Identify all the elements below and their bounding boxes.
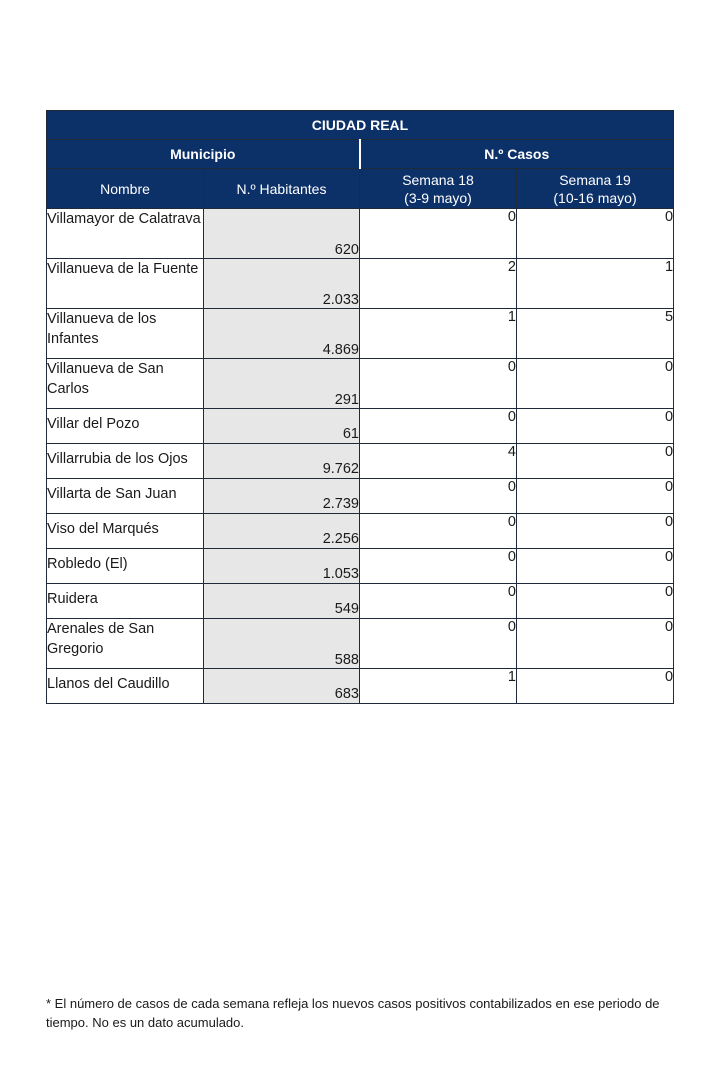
cell-nombre: Villarta de San Juan bbox=[47, 479, 204, 514]
cell-semana18: 0 bbox=[360, 619, 517, 669]
cell-habitantes: 2.033 bbox=[204, 259, 360, 309]
cell-semana19: 0 bbox=[517, 669, 674, 704]
cell-semana19: 0 bbox=[517, 409, 674, 444]
cell-habitantes: 4.869 bbox=[204, 309, 360, 359]
cell-semana19: 0 bbox=[517, 359, 674, 409]
semana18-range: (3-9 mayo) bbox=[404, 189, 472, 206]
cell-semana19: 0 bbox=[517, 479, 674, 514]
table-row bbox=[47, 619, 674, 669]
cell-semana19: 0 bbox=[517, 584, 674, 619]
cell-semana19: 1 bbox=[517, 259, 674, 309]
cell-semana19: 0 bbox=[517, 209, 674, 259]
table-row bbox=[47, 479, 674, 514]
cell-nombre: Villanueva de San Carlos bbox=[47, 359, 204, 409]
cell-nombre: Ruidera bbox=[47, 584, 204, 619]
table-row bbox=[47, 444, 674, 479]
cell-semana18: 0 bbox=[360, 409, 517, 444]
table-row bbox=[47, 584, 674, 619]
cell-nombre: Robledo (El) bbox=[47, 549, 204, 584]
cell-habitantes: 683 bbox=[204, 669, 360, 704]
cell-nombre: Villamayor de Calatrava bbox=[47, 209, 204, 259]
cell-semana19: 0 bbox=[517, 514, 674, 549]
cell-semana18: 2 bbox=[360, 259, 517, 309]
table-row bbox=[47, 309, 674, 359]
cell-habitantes: 620 bbox=[204, 209, 360, 259]
cell-semana18: 1 bbox=[360, 669, 517, 704]
table-row bbox=[47, 409, 674, 444]
column-header-semana19 bbox=[517, 169, 674, 209]
semana18-label: Semana 18 bbox=[402, 171, 474, 188]
cell-habitantes: 2.256 bbox=[204, 514, 360, 549]
cell-semana18: 0 bbox=[360, 584, 517, 619]
cell-semana18: 1 bbox=[360, 309, 517, 359]
cell-semana18: 0 bbox=[360, 359, 517, 409]
cell-semana19: 0 bbox=[517, 549, 674, 584]
semana19-label: Semana 19 bbox=[559, 171, 631, 188]
cell-semana18: 4 bbox=[360, 444, 517, 479]
cell-semana19: 0 bbox=[517, 619, 674, 669]
cell-nombre: Arenales de San Gregorio bbox=[47, 619, 204, 669]
table-row bbox=[47, 359, 674, 409]
table-row bbox=[47, 259, 674, 309]
cell-nombre: Villar del Pozo bbox=[47, 409, 204, 444]
column-header-semana18 bbox=[360, 169, 517, 209]
table-row bbox=[47, 669, 674, 704]
table-title: CIUDAD REAL bbox=[47, 111, 674, 140]
semana19-range: (10-16 mayo) bbox=[553, 189, 637, 206]
cell-habitantes: 1.053 bbox=[204, 549, 360, 584]
cell-semana18: 0 bbox=[360, 209, 517, 259]
cell-habitantes: 291 bbox=[204, 359, 360, 409]
column-header-nombre: Nombre bbox=[47, 169, 204, 209]
cell-semana19: 5 bbox=[517, 309, 674, 359]
footnote: * El número de casos de cada semana refleja los nuevos casos positivos contabilizados en ese periodo de tiempo. No es un dato acumulado. bbox=[46, 996, 660, 1030]
cell-habitantes: 9.762 bbox=[204, 444, 360, 479]
table-row bbox=[47, 209, 674, 259]
cell-nombre: Villarrubia de los Ojos bbox=[47, 444, 204, 479]
group-header-casos: N.º Casos bbox=[360, 140, 674, 169]
table-body bbox=[47, 209, 674, 704]
column-header-habitantes: N.º Habitantes bbox=[204, 169, 360, 209]
cell-semana18: 0 bbox=[360, 514, 517, 549]
cases-table bbox=[46, 110, 674, 704]
cell-semana18: 0 bbox=[360, 479, 517, 514]
cell-habitantes: 549 bbox=[204, 584, 360, 619]
cell-habitantes: 588 bbox=[204, 619, 360, 669]
table-row bbox=[47, 514, 674, 549]
table-row bbox=[47, 549, 674, 584]
cell-nombre: Viso del Marqués bbox=[47, 514, 204, 549]
cell-nombre: Villanueva de la Fuente bbox=[47, 259, 204, 309]
cell-semana19: 0 bbox=[517, 444, 674, 479]
cell-nombre: Villanueva de los Infantes bbox=[47, 309, 204, 359]
cell-semana18: 0 bbox=[360, 549, 517, 584]
group-header-municipio: Municipio bbox=[47, 140, 360, 169]
cell-habitantes: 2.739 bbox=[204, 479, 360, 514]
cell-habitantes: 61 bbox=[204, 409, 360, 444]
cell-nombre: Llanos del Caudillo bbox=[47, 669, 204, 704]
